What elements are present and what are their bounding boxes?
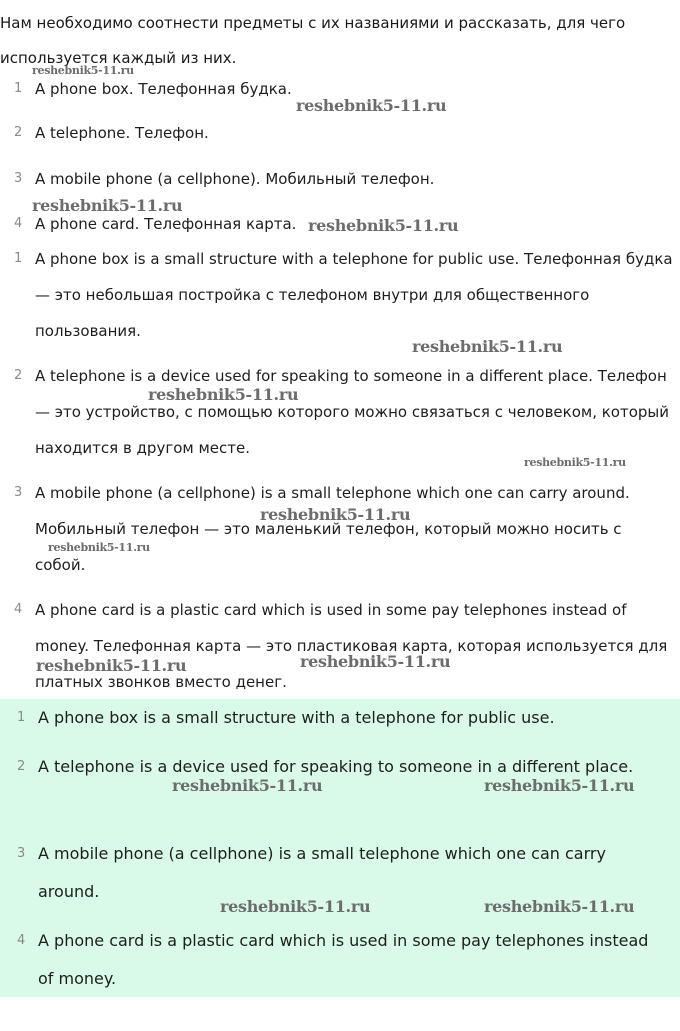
item-number: 3 <box>17 846 26 861</box>
watermark: reshebnik5-11.ru <box>32 64 134 77</box>
intro-text: Нам необходимо соотнести предметы с их названиями и рассказать, для чего используется каждый из них. <box>0 14 626 67</box>
item-text: A phone card is a plastic card which is used in some pay telephones instead of money. <box>38 931 649 988</box>
item-number: 3 <box>14 485 23 500</box>
item-number: 1 <box>14 81 23 96</box>
watermark: reshebnik5-11.ru <box>524 456 626 469</box>
item-number: 4 <box>14 216 23 231</box>
item-number: 1 <box>14 251 23 266</box>
item-text: A telephone. Телефон. <box>35 124 209 142</box>
watermark: reshebnik5-11.ru <box>220 897 371 916</box>
item-text: A telephone is a device used for speaking to someone in a different place. Телефон — это устройство, с помощью которого можно связаться с человеком, который находится в другом месте. <box>35 367 670 457</box>
item-text: A mobile phone (a cellphone) is a small telephone which one can carry around. Мобильный телефон — это маленький телефон, который можно носить с собой. <box>35 484 630 574</box>
watermark: reshebnik5-11.ru <box>172 776 323 795</box>
watermark: reshebnik5-11.ru <box>300 652 451 671</box>
watermark: reshebnik5-11.ru <box>36 656 187 675</box>
item-text: A phone card. Телефонная карта. <box>35 215 297 233</box>
watermark: reshebnik5-11.ru <box>260 505 411 524</box>
watermark: reshebnik5-11.ru <box>32 196 183 215</box>
item-number: 1 <box>17 710 26 725</box>
item-number: 2 <box>14 368 23 383</box>
item-number: 4 <box>17 933 26 948</box>
watermark: reshebnik5-11.ru <box>484 776 635 795</box>
watermark: reshebnik5-11.ru <box>148 385 299 404</box>
item-number: 3 <box>14 171 23 186</box>
item-text: A phone box is a small structure with a telephone for public use. Телефонная будка — это небольшая постройка с телефоном внутри для общественного пользования. <box>35 250 673 340</box>
item-number: 2 <box>17 759 26 774</box>
watermark: reshebnik5-11.ru <box>412 337 563 356</box>
watermark: reshebnik5-11.ru <box>484 897 635 916</box>
item-number: 2 <box>14 125 23 140</box>
answer-block <box>0 699 680 997</box>
watermark: reshebnik5-11.ru <box>308 216 459 235</box>
item-text: A mobile phone (a cellphone). Мобильный телефон. <box>35 170 435 188</box>
watermark: reshebnik5-11.ru <box>48 541 150 554</box>
item-text: A phone box. Телефонная будка. <box>35 80 292 98</box>
item-number: 4 <box>14 602 23 617</box>
item-text: A telephone is a device used for speaking to someone in a different place. <box>38 757 634 776</box>
item-text: A phone card is a plastic card which is used in some pay telephones instead of money. Телефонная карта — это пластиковая карта, которая используется для платных звонков вместо денег. <box>35 601 668 691</box>
item-text: A mobile phone (a cellphone) is a small telephone which one can carry around. <box>38 844 606 901</box>
item-text: A phone box is a small structure with a telephone for public use. <box>38 708 555 727</box>
watermark: reshebnik5-11.ru <box>296 96 447 115</box>
